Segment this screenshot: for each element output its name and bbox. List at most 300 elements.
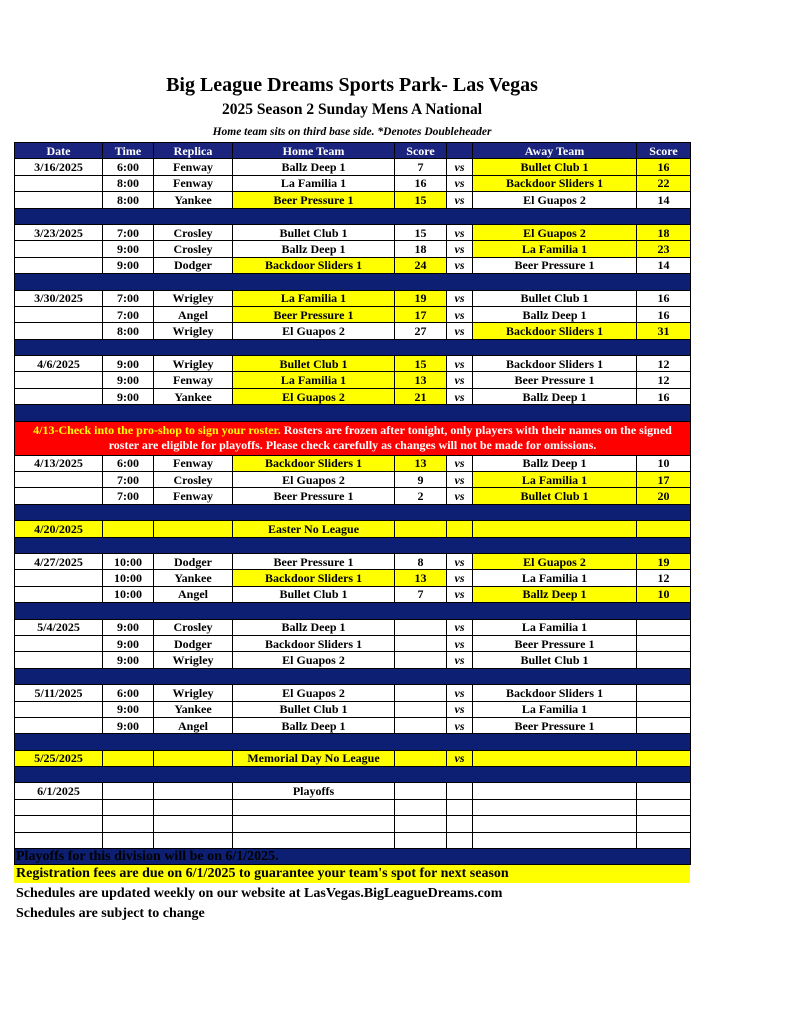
table-row: [15, 455, 691, 471]
away-score: 14: [637, 257, 691, 273]
notice-date: 4/13-: [33, 423, 59, 438]
empty-cell: [637, 750, 691, 766]
away-score: [637, 701, 691, 717]
home-team: El Guapos 2: [233, 388, 395, 404]
game-time: 9:00: [103, 701, 154, 717]
table-row: [15, 388, 691, 404]
table-row: [15, 241, 691, 257]
week-separator-row: [15, 274, 691, 290]
vs-label: vs: [447, 257, 473, 273]
game-time: 8:00: [103, 323, 154, 339]
game-date: 4/13/2025: [15, 455, 103, 471]
home-score: 15: [395, 224, 447, 240]
game-time: 9:00: [103, 241, 154, 257]
away-team: La Familia 1: [473, 241, 637, 257]
table-row: [15, 619, 691, 635]
home-score: [395, 619, 447, 635]
table-row: [15, 553, 691, 569]
table-row: [15, 323, 691, 339]
game-time: 10:00: [103, 586, 154, 602]
home-score: [395, 685, 447, 701]
vs-label: vs: [447, 306, 473, 322]
home-team: Ballz Deep 1: [233, 159, 395, 175]
empty-cell: [395, 799, 447, 815]
empty-cell: [637, 799, 691, 815]
empty-cell: [15, 717, 103, 733]
empty-cell: [154, 816, 233, 832]
home-score: 24: [395, 257, 447, 273]
game-time: 9:00: [103, 372, 154, 388]
game-date: 4/20/2025: [15, 521, 103, 537]
empty-cell: [395, 750, 447, 766]
home-team: Bullet Club 1: [233, 224, 395, 240]
home-score: 8: [395, 553, 447, 569]
away-score: 12: [637, 372, 691, 388]
vs-label: vs: [447, 635, 473, 651]
field-replica: Fenway: [154, 175, 233, 191]
home-score: [395, 717, 447, 733]
empty-cell: [233, 799, 395, 815]
holiday-row: [15, 750, 691, 766]
home-team: Bullet Club 1: [233, 586, 395, 602]
empty-cell: [473, 816, 637, 832]
home-score: 7: [395, 159, 447, 175]
field-replica: Wrigley: [154, 290, 233, 306]
table-row: [15, 224, 691, 240]
field-replica: Angel: [154, 586, 233, 602]
empty-cell: [15, 192, 103, 208]
week-separator-row: [15, 504, 691, 520]
home-score: 27: [395, 323, 447, 339]
away-score: [637, 685, 691, 701]
home-team: Backdoor Sliders 1: [233, 570, 395, 586]
home-team: La Familia 1: [233, 175, 395, 191]
home-score: 15: [395, 192, 447, 208]
empty-cell: [103, 799, 154, 815]
roster-notice-row: [15, 421, 691, 455]
vs-label: vs: [447, 717, 473, 733]
empty-cell: [103, 521, 154, 537]
separator-cell: [15, 603, 691, 619]
game-time: 7:00: [103, 290, 154, 306]
field-replica: Angel: [154, 717, 233, 733]
empty-cell: [103, 750, 154, 766]
away-team: La Familia 1: [473, 472, 637, 488]
game-time: 6:00: [103, 159, 154, 175]
away-team: Bullet Club 1: [473, 488, 637, 504]
away-team: Bullet Club 1: [473, 652, 637, 668]
notice-highlight: Check into the pro-shop to sign your roster.: [58, 423, 281, 438]
away-score: 12: [637, 570, 691, 586]
table-row: [15, 488, 691, 504]
away-score: 16: [637, 159, 691, 175]
away-score: 20: [637, 488, 691, 504]
separator-cell: [15, 537, 691, 553]
game-time: 9:00: [103, 652, 154, 668]
home-score: 17: [395, 306, 447, 322]
home-score: [395, 652, 447, 668]
week-separator-row: [15, 537, 691, 553]
home-team: Ballz Deep 1: [233, 717, 395, 733]
empty-cell: [473, 750, 637, 766]
home-score: 13: [395, 570, 447, 586]
away-score: 18: [637, 224, 691, 240]
game-time: 9:00: [103, 635, 154, 651]
field-replica: Dodger: [154, 553, 233, 569]
game-date: 5/4/2025: [15, 619, 103, 635]
vs-label: vs: [447, 455, 473, 471]
away-team: Backdoor Sliders 1: [473, 356, 637, 372]
footer-website-note: Schedules are updated weekly on our website at LasVegas.BigLeagueDreams.com: [16, 886, 503, 901]
away-team: Bullet Club 1: [473, 159, 637, 175]
home-team: Beer Pressure 1: [233, 192, 395, 208]
away-team: Beer Pressure 1: [473, 372, 637, 388]
away-team: Backdoor Sliders 1: [473, 323, 637, 339]
home-team: Ballz Deep 1: [233, 241, 395, 257]
footer-registration-note: Registration fees are due on 6/1/2025 to guarantee your team's spot for next season: [14, 865, 690, 883]
game-time: 6:00: [103, 685, 154, 701]
table-row: [15, 816, 691, 832]
home-team: Beer Pressure 1: [233, 306, 395, 322]
game-time: 9:00: [103, 717, 154, 733]
table-row: [15, 635, 691, 651]
away-team: Backdoor Sliders 1: [473, 685, 637, 701]
empty-cell: [103, 832, 154, 848]
table-row: [15, 685, 691, 701]
vs-label: vs: [447, 323, 473, 339]
empty-cell: [15, 832, 103, 848]
playoffs-label: Playoffs: [233, 783, 395, 799]
holiday-label: Memorial Day No League: [233, 750, 395, 766]
empty-cell: [15, 652, 103, 668]
separator-cell: [15, 405, 691, 421]
field-replica: Wrigley: [154, 652, 233, 668]
game-date: 4/27/2025: [15, 553, 103, 569]
vs-label: vs: [447, 159, 473, 175]
field-replica: Yankee: [154, 388, 233, 404]
empty-cell: [15, 257, 103, 273]
schedule-table: [14, 142, 691, 865]
empty-cell: [447, 799, 473, 815]
empty-cell: [395, 832, 447, 848]
week-separator-row: [15, 734, 691, 750]
home-score: 16: [395, 175, 447, 191]
week-separator-row: [15, 668, 691, 684]
game-date: 3/16/2025: [15, 159, 103, 175]
home-score: 18: [395, 241, 447, 257]
table-row: [15, 257, 691, 273]
home-team: Ballz Deep 1: [233, 619, 395, 635]
away-score: 14: [637, 192, 691, 208]
table-row: [15, 175, 691, 191]
game-date: 3/23/2025: [15, 224, 103, 240]
empty-cell: [473, 799, 637, 815]
holiday-row: [15, 521, 691, 537]
home-team: Beer Pressure 1: [233, 488, 395, 504]
away-score: 10: [637, 455, 691, 471]
vs-label: vs: [447, 553, 473, 569]
away-score: 10: [637, 586, 691, 602]
empty-cell: [15, 472, 103, 488]
game-date: 4/6/2025: [15, 356, 103, 372]
game-time: 9:00: [103, 356, 154, 372]
field-replica: Yankee: [154, 701, 233, 717]
home-team: El Guapos 2: [233, 652, 395, 668]
separator-cell: [15, 767, 691, 783]
vs-label: vs: [447, 570, 473, 586]
empty-cell: [15, 241, 103, 257]
field-replica: Wrigley: [154, 356, 233, 372]
holiday-label: Easter No League: [233, 521, 395, 537]
away-team: Beer Pressure 1: [473, 635, 637, 651]
field-replica: Fenway: [154, 455, 233, 471]
empty-cell: [154, 521, 233, 537]
column-header: Away Team: [473, 143, 637, 159]
home-team: Backdoor Sliders 1: [233, 635, 395, 651]
game-time: 7:00: [103, 488, 154, 504]
table-row: [15, 701, 691, 717]
away-score: 19: [637, 553, 691, 569]
empty-cell: [15, 816, 103, 832]
field-replica: Crosley: [154, 241, 233, 257]
vs-label: vs: [447, 290, 473, 306]
game-time: 7:00: [103, 224, 154, 240]
empty-cell: [15, 701, 103, 717]
home-score: 9: [395, 472, 447, 488]
column-header: Home Team: [233, 143, 395, 159]
separator-cell: [15, 734, 691, 750]
home-score: 21: [395, 388, 447, 404]
empty-cell: [637, 521, 691, 537]
game-time: 10:00: [103, 570, 154, 586]
game-time: 9:00: [103, 619, 154, 635]
home-score: [395, 701, 447, 717]
home-team: Beer Pressure 1: [233, 553, 395, 569]
empty-cell: [15, 372, 103, 388]
empty-cell: [233, 832, 395, 848]
home-team: Backdoor Sliders 1: [233, 257, 395, 273]
game-time: 9:00: [103, 388, 154, 404]
home-score: 13: [395, 372, 447, 388]
table-row: [15, 586, 691, 602]
vs-label: vs: [447, 586, 473, 602]
empty-cell: [154, 799, 233, 815]
empty-cell: [15, 635, 103, 651]
empty-cell: [447, 521, 473, 537]
home-team: El Guapos 2: [233, 472, 395, 488]
table-row: [15, 832, 691, 848]
home-score: 15: [395, 356, 447, 372]
away-score: 22: [637, 175, 691, 191]
empty-cell: [637, 832, 691, 848]
empty-cell: [473, 521, 637, 537]
empty-cell: [15, 799, 103, 815]
home-score: 13: [395, 455, 447, 471]
away-team: El Guapos 2: [473, 192, 637, 208]
game-time: 10:00: [103, 553, 154, 569]
home-team: La Familia 1: [233, 372, 395, 388]
away-score: 17: [637, 472, 691, 488]
page-note: Home team sits on third base side. *Denotes Doubleheader: [212, 126, 492, 138]
empty-cell: [15, 175, 103, 191]
game-time: 9:00: [103, 257, 154, 273]
week-separator-row: [15, 767, 691, 783]
table-row: [15, 472, 691, 488]
empty-cell: [154, 750, 233, 766]
notice-text: Rosters are frozen after tonight, only players with their names on the signed roster are eligible for playoffs. Please check carefully as changes will not be made for omissions.: [108, 423, 672, 453]
empty-cell: [154, 783, 233, 799]
away-score: 16: [637, 306, 691, 322]
empty-cell: [395, 521, 447, 537]
table-row: [15, 717, 691, 733]
schedule-body: [15, 159, 691, 865]
separator-cell: [15, 208, 691, 224]
vs-label: vs: [447, 488, 473, 504]
empty-cell: [395, 783, 447, 799]
table-row: [15, 799, 691, 815]
away-score: 16: [637, 290, 691, 306]
page-subtitle: 2025 Season 2 Sunday Mens A National: [221, 101, 483, 118]
home-team: El Guapos 2: [233, 685, 395, 701]
separator-cell: [15, 668, 691, 684]
column-header: Date: [15, 143, 103, 159]
game-time: 6:00: [103, 455, 154, 471]
home-score: 2: [395, 488, 447, 504]
week-separator-row: [15, 405, 691, 421]
home-team: El Guapos 2: [233, 323, 395, 339]
footer-change-note: Schedules are subject to change: [16, 906, 205, 921]
table-row: [15, 372, 691, 388]
vs-label: vs: [447, 472, 473, 488]
field-replica: Yankee: [154, 570, 233, 586]
empty-cell: [15, 323, 103, 339]
vs-label: vs: [447, 685, 473, 701]
away-team: Ballz Deep 1: [473, 586, 637, 602]
field-replica: Dodger: [154, 257, 233, 273]
field-replica: Fenway: [154, 372, 233, 388]
empty-cell: [103, 816, 154, 832]
separator-cell: [15, 504, 691, 520]
away-team: El Guapos 2: [473, 553, 637, 569]
vs-label: vs: [447, 388, 473, 404]
empty-cell: [447, 783, 473, 799]
vs-label: vs: [447, 356, 473, 372]
vs-label: vs: [447, 192, 473, 208]
footer-playoffs-note: Playoffs for this division will be on 6/1/2025.: [16, 849, 279, 864]
column-header: [447, 143, 473, 159]
vs-label: vs: [447, 701, 473, 717]
vs-label: vs: [447, 619, 473, 635]
vs-label: vs: [447, 224, 473, 240]
column-header: Score: [395, 143, 447, 159]
game-time: 8:00: [103, 175, 154, 191]
table-row: [15, 290, 691, 306]
column-header: Score: [637, 143, 691, 159]
week-separator-row: [15, 339, 691, 355]
away-score: [637, 652, 691, 668]
field-replica: Dodger: [154, 635, 233, 651]
home-score: [395, 635, 447, 651]
away-team: Ballz Deep 1: [473, 455, 637, 471]
game-date: 6/1/2025: [15, 783, 103, 799]
table-row: [15, 356, 691, 372]
separator-cell: [15, 274, 691, 290]
away-score: 12: [637, 356, 691, 372]
home-team: Bullet Club 1: [233, 356, 395, 372]
vs-label: vs: [447, 750, 473, 766]
away-team: La Familia 1: [473, 619, 637, 635]
game-time: 8:00: [103, 192, 154, 208]
field-replica: Crosley: [154, 619, 233, 635]
vs-label: vs: [447, 372, 473, 388]
away-team: Beer Pressure 1: [473, 257, 637, 273]
away-team: Backdoor Sliders 1: [473, 175, 637, 191]
field-replica: Crosley: [154, 224, 233, 240]
away-team: Ballz Deep 1: [473, 388, 637, 404]
page-title: Big League Dreams Sports Park- Las Vegas: [166, 74, 538, 96]
column-header: Replica: [154, 143, 233, 159]
table-row: [15, 306, 691, 322]
empty-cell: [15, 388, 103, 404]
playoffs-row: [15, 783, 691, 799]
game-date: 3/30/2025: [15, 290, 103, 306]
vs-label: vs: [447, 175, 473, 191]
away-score: [637, 619, 691, 635]
empty-cell: [637, 816, 691, 832]
empty-cell: [15, 488, 103, 504]
week-separator-row: [15, 208, 691, 224]
table-row: [15, 570, 691, 586]
empty-cell: [473, 832, 637, 848]
separator-cell: [15, 339, 691, 355]
away-score: 31: [637, 323, 691, 339]
column-header: Time: [103, 143, 154, 159]
empty-cell: [473, 783, 637, 799]
empty-cell: [15, 570, 103, 586]
field-replica: Fenway: [154, 159, 233, 175]
game-time: 7:00: [103, 472, 154, 488]
home-team: Bullet Club 1: [233, 701, 395, 717]
empty-cell: [103, 783, 154, 799]
home-team: La Familia 1: [233, 290, 395, 306]
empty-cell: [15, 306, 103, 322]
empty-cell: [395, 816, 447, 832]
home-team: Backdoor Sliders 1: [233, 455, 395, 471]
week-separator-row: [15, 603, 691, 619]
away-team: Bullet Club 1: [473, 290, 637, 306]
field-replica: Crosley: [154, 472, 233, 488]
game-date: 5/25/2025: [15, 750, 103, 766]
vs-label: vs: [447, 241, 473, 257]
away-team: Beer Pressure 1: [473, 717, 637, 733]
away-team: La Familia 1: [473, 570, 637, 586]
field-replica: Yankee: [154, 192, 233, 208]
table-row: [15, 192, 691, 208]
empty-cell: [447, 832, 473, 848]
game-date: 5/11/2025: [15, 685, 103, 701]
away-score: [637, 635, 691, 651]
away-score: 23: [637, 241, 691, 257]
field-replica: Fenway: [154, 488, 233, 504]
table-header-row: [15, 143, 691, 159]
empty-cell: [154, 832, 233, 848]
home-score: 19: [395, 290, 447, 306]
roster-notice: [15, 421, 691, 455]
vs-label: vs: [447, 652, 473, 668]
field-replica: Wrigley: [154, 685, 233, 701]
away-score: [637, 717, 691, 733]
empty-cell: [637, 783, 691, 799]
